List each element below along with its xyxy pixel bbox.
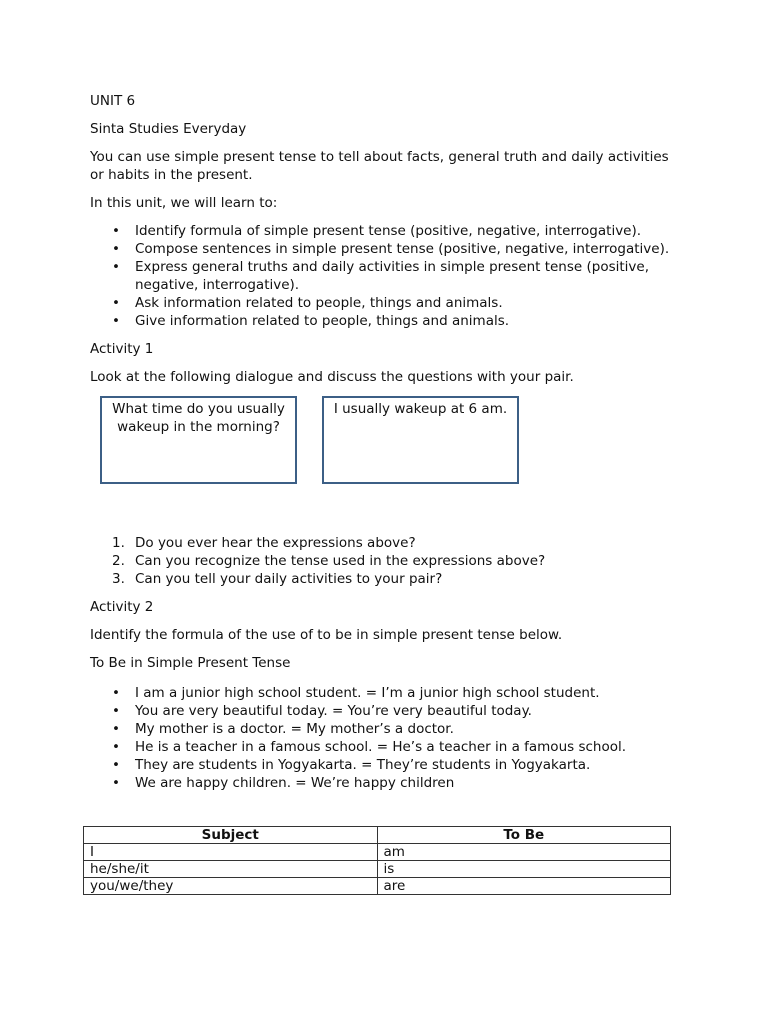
- table-row: [84, 844, 671, 861]
- list-item: • Identify formula of simple present tense (positive, negative, interrogative).: [90, 222, 680, 240]
- dialogue-answer-box: [322, 396, 519, 484]
- activity1-questions: [90, 534, 680, 588]
- list-item: • They are students in Yogyakarta. = They’re students in Yogyakarta.: [90, 756, 680, 774]
- unit-title: UNIT 6: [90, 93, 136, 109]
- table-cell: are: [377, 878, 671, 895]
- list-item: • He is a teacher in a famous school. = He’s a teacher in a famous school.: [90, 738, 680, 756]
- question-text: Can you recognize the tense used in the expressions above?: [135, 553, 546, 569]
- list-item: [90, 570, 680, 588]
- list-item: [90, 534, 680, 552]
- document-page: [90, 92, 680, 802]
- intro-paragraph: You can use simple present tense to tell about facts, general truth and daily activities or habits in the present.: [90, 149, 669, 183]
- activity1-instruction: Look at the following dialogue and discuss the questions with your pair.: [90, 369, 574, 385]
- learn-intro: In this unit, we will learn to:: [90, 195, 278, 211]
- list-item: • My mother is a doctor. = My mother’s a doctor.: [90, 720, 680, 738]
- dialogue-boxes: [90, 396, 680, 488]
- activity2-instruction: Identify the formula of the use of to be in simple present tense below.: [90, 627, 563, 643]
- list-item: • Express general truths and daily activities in simple present tense (positive, negative, interrogative).: [90, 258, 680, 294]
- question-text: Do you ever hear the expressions above?: [135, 535, 416, 551]
- to-be-table: [83, 826, 671, 895]
- activity2-heading: Activity 2: [90, 599, 154, 615]
- list-item: • Ask information related to people, things and animals.: [90, 294, 680, 312]
- list-item: • Compose sentences in simple present tense (positive, negative, interrogative).: [90, 240, 680, 258]
- table-row: [84, 861, 671, 878]
- section-title: To Be in Simple Present Tense: [90, 655, 291, 671]
- list-item: • We are happy children. = We’re happy children: [90, 774, 680, 792]
- question-number: 2.: [112, 553, 125, 569]
- unit-subtitle: Sinta Studies Everyday: [90, 121, 247, 137]
- question-number: 3.: [112, 571, 125, 587]
- question-text: Can you tell your daily activities to your pair?: [135, 571, 443, 587]
- column-header-to-be: To Be: [377, 827, 671, 844]
- table-row: [84, 878, 671, 895]
- question-number: 1.: [112, 535, 125, 551]
- table-cell: is: [377, 861, 671, 878]
- objectives-list: [90, 222, 680, 330]
- table-cell: I: [84, 844, 378, 861]
- table-cell: am: [377, 844, 671, 861]
- list-item: • You are very beautiful today. = You’re very beautiful today.: [90, 702, 680, 720]
- list-item: • I am a junior high school student. = I’m a junior high school student.: [90, 684, 680, 702]
- table-cell: you/we/they: [84, 878, 378, 895]
- dialogue-question-text: What time do you usually wakeup in the morning?: [112, 401, 285, 435]
- activity1-heading: Activity 1: [90, 341, 154, 357]
- dialogue-question-box: [100, 396, 297, 484]
- column-header-subject: Subject: [84, 827, 378, 844]
- list-item: [90, 552, 680, 570]
- table-header-row: [84, 827, 671, 844]
- list-item: • Give information related to people, things and animals.: [90, 312, 680, 330]
- examples-list: [90, 684, 680, 792]
- table-cell: he/she/it: [84, 861, 378, 878]
- dialogue-answer-text: I usually wakeup at 6 am.: [333, 401, 508, 417]
